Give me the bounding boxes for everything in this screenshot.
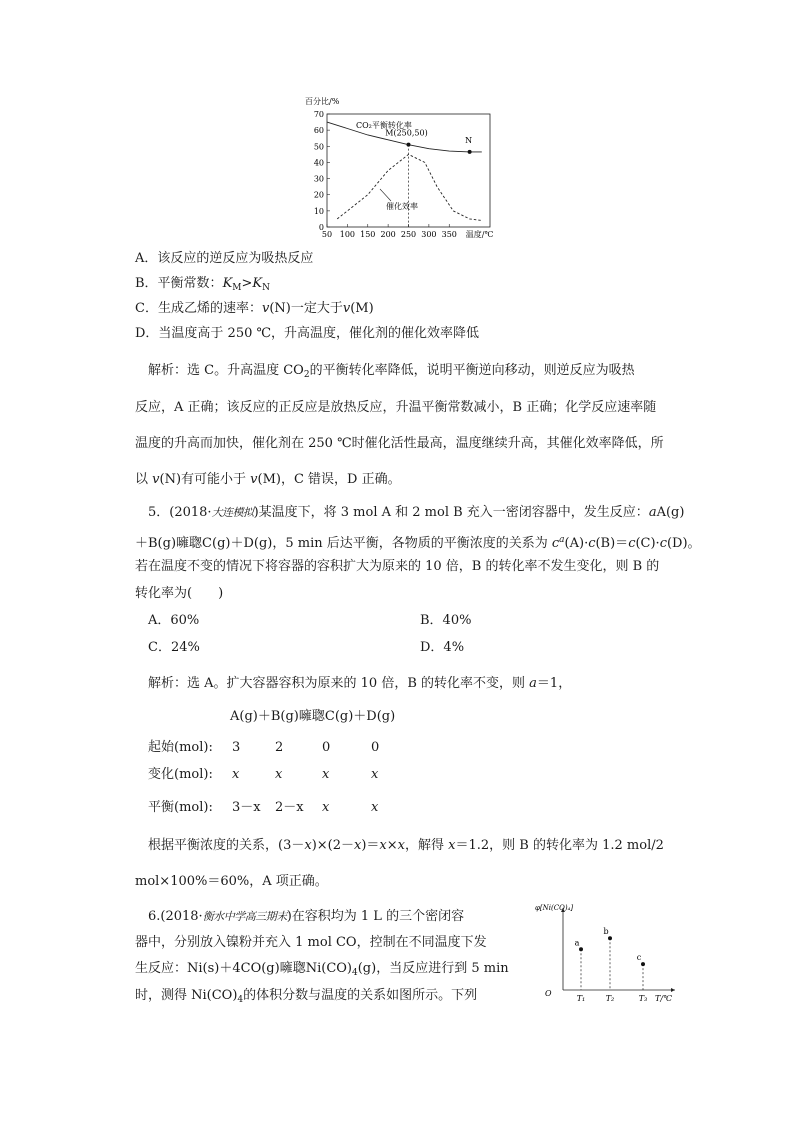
table-cell: 0: [371, 740, 380, 755]
table-cell: x: [275, 767, 283, 782]
q5-stem-line3: 若在温度不变的情况下将容器的容积扩大为原来的 10 倍，B 的转化率不发生变化，则 B 的: [135, 559, 660, 574]
data-point: [608, 936, 612, 940]
q5-option-a: A．60%: [148, 613, 200, 628]
data-point: [641, 962, 645, 966]
option-c: C．生成乙烯的速率：v(N)一定大于v(M): [135, 301, 374, 316]
analysis-q4-line1: 解析：选 C。升高温度 $CO_2$的平衡转化率降低，说明平衡逆向移动，则逆反应为吸热: [148, 363, 635, 380]
row-label: 起始(mol):: [148, 740, 213, 755]
data-point: [407, 143, 411, 147]
y-tick-label: 50: [313, 142, 324, 152]
option-b: B．平衡常数：$K_M>K_N$: [135, 276, 270, 293]
series-label: CO₂平衡转化率: [356, 121, 412, 130]
row-label: 平衡(mol):: [148, 800, 213, 815]
table-cell: 3: [232, 740, 241, 755]
y-tick-label: 70: [313, 110, 324, 119]
row-label: 变化(mol):: [148, 767, 213, 782]
x-axis-label: T/℃: [655, 994, 672, 1003]
q5-stem-line4: 转化率为( ): [135, 586, 224, 601]
table-cell: x: [371, 767, 379, 782]
table-cell: 3－x: [232, 800, 261, 815]
analysis-q4-line4: 以 v(N)有可能小于 v(M)，C 错误，D 正确。: [135, 472, 401, 487]
point-label: b: [603, 927, 609, 937]
q5-stem-line1: 5．(2018·大连模拟)某温度下，将 3 mol A 和 2 mol B 充入一密闭容器中，发生反应：aA(g): [148, 505, 685, 520]
q6-stem-line1: 6.(2018·衡水中学高三期末)在容积均为 1 L 的三个密闭容: [148, 909, 465, 924]
analysis-q5-line2: 根据平衡浓度的关系，(3－x)×(2－x)＝x×x，解得 x＝1.2，则 B 的转化率为 1.2 mol/2: [148, 838, 664, 853]
chart-co2-conversion: [300, 92, 500, 244]
q5-stem-line2: ＋B(g)噰聦C(g)＋D(g)，5 min 后达平衡，各物质的平衡浓度的关系为 $c^a(A)\cdot c(B)=c(C)\cdot c(D)$。: [135, 535, 701, 551]
point-label: N: [465, 135, 473, 145]
q5-equation: A(g)＋B(g)噰聦C(g)＋D(g): [230, 709, 396, 724]
x-tick-label: 50: [321, 230, 333, 239]
x-tick-label: T₁: [576, 994, 586, 1003]
analysis-q4-line3: 温度的升高而加快，催化剂在 250 ℃时催化活性最高，温度继续升高，其催化效率降低，所: [135, 436, 664, 451]
table-cell: 2: [275, 740, 284, 755]
y-tick-label: 20: [313, 190, 324, 200]
analysis-q5-line3: mol×100%＝60%，A 项正确。: [135, 874, 328, 889]
leader-line: [380, 189, 391, 201]
x-tick-label: 350: [441, 230, 457, 239]
y-tick-label: 40: [313, 158, 324, 168]
y-tick-label: 10: [313, 206, 324, 216]
y-tick-label: 0: [318, 223, 324, 232]
q6-stem-line3: 生反应：Ni(s)＋4CO(g)噰聦$Ni(CO)_4(g)$，当反应进行到 5 min: [135, 961, 509, 978]
chart-ni-co4-fraction: [535, 898, 680, 1008]
y-axis-label: φ[Ni(CO)₄]: [535, 904, 574, 912]
point-label: a: [574, 938, 580, 948]
x-tick-label: 300: [421, 230, 437, 239]
q6-stem-line4: 时，测得 $Ni(CO)_4$的体积分数与温度的关系如图所示。下列: [135, 988, 478, 1005]
origin-label: O: [545, 989, 552, 998]
analysis-q5-line1: 解析：选 A。扩大容器容积为原来的 10 倍，B 的转化率不变，则 a＝1，: [148, 676, 572, 691]
x-axis-label: 温度/℃: [465, 230, 494, 239]
q5-option-c: C．24%: [148, 640, 200, 655]
table-cell: x: [232, 767, 240, 782]
table-cell: x: [371, 800, 379, 815]
q6-stem-line2: 器中，分别放入镍粉并充入 1 mol CO，控制在不同温度下发: [135, 935, 487, 950]
q5-option-b: B．40%: [420, 613, 472, 628]
table-cell: x: [322, 800, 330, 815]
data-point: [468, 150, 472, 154]
x-tick-label: 250: [400, 230, 417, 239]
y-tick-label: 60: [313, 126, 324, 136]
x-tick-label: T₃: [638, 994, 648, 1003]
series-label: 催化效率: [386, 202, 418, 211]
x-tick-label: 200: [380, 230, 396, 239]
x-tick-label: 150: [360, 230, 376, 239]
table-cell: 2－x: [275, 800, 304, 815]
table-cell: 0: [322, 740, 331, 755]
analysis-q4-line2: 反应，A 正确；该反应的正反应是放热反应，升温平衡常数减小，B 正确；化学反应速率随: [135, 400, 657, 415]
option-d: D．当温度高于 250 ℃，升高温度，催化剂的催化效率降低: [135, 326, 480, 341]
y-axis-label: 百分比/%: [305, 97, 340, 106]
x-tick-label: 100: [339, 230, 356, 239]
point-label: M(250,50): [385, 128, 428, 138]
table-cell: x: [322, 767, 330, 782]
data-point: [579, 947, 583, 951]
y-tick-label: 30: [313, 174, 324, 184]
x-tick-label: T₂: [605, 994, 615, 1003]
q5-option-d: D．4%: [420, 640, 465, 655]
point-label: c: [636, 953, 642, 963]
x-arrow: [671, 988, 675, 992]
option-a: A．该反应的逆反应为吸热反应: [135, 251, 314, 266]
